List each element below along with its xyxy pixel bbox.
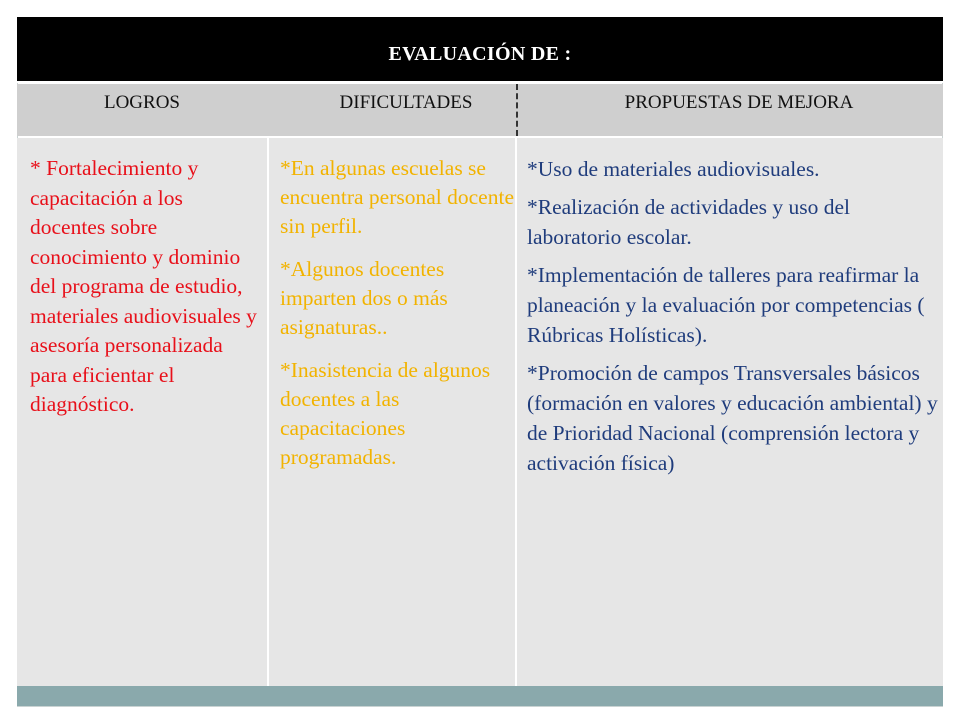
column-header-logros: LOGROS [103,92,180,113]
propuestas-list [527,154,939,486]
propuestas-item: *Promoción de campos Transversales básicos (formación en valores y educación ambiental) y de Prioridad Nacional (comprensión lectora y activación física) [527,361,938,475]
column-divider [516,84,518,136]
dificultades-item: *En algunas escuelas se encuentra personal docente sin perfil. [280,156,514,238]
footer-bar [17,686,943,706]
propuestas-cell [517,138,943,686]
dificultades-cell [267,138,517,686]
logros-text: * Fortalecimiento y capacitación a los docentes sobre conocimiento y dominio del programa de estudio, materiales audiovisuales y asesoría personalizada para eficientar el diagnóstico. [30,156,257,416]
logros-cell [17,138,267,686]
column-header-dificultades: DIFICULTADES [339,92,473,113]
dificultades-item: *Inasistencia de algunos docentes a las capacitaciones programadas. [280,358,491,469]
dificultades-item: *Algunos docentes imparten dos o más asignaturas.. [280,257,448,339]
propuestas-item: *Realización de actividades y uso del laboratorio escolar. [527,195,850,249]
propuestas-item: *Implementación de talleres para reafirmar la planeación y la evaluación por competencias ( Rúbricas Holísticas). [527,263,925,347]
table-title: EVALUACIÓN DE : [388,43,572,65]
column-header-propuestas: PROPUESTAS DE MEJORA [624,92,854,113]
table-header-row [17,17,943,83]
propuestas-item: *Uso de materiales audiovisuales. [527,157,820,181]
column-headers-row [17,84,943,136]
dificultades-list [280,154,516,486]
